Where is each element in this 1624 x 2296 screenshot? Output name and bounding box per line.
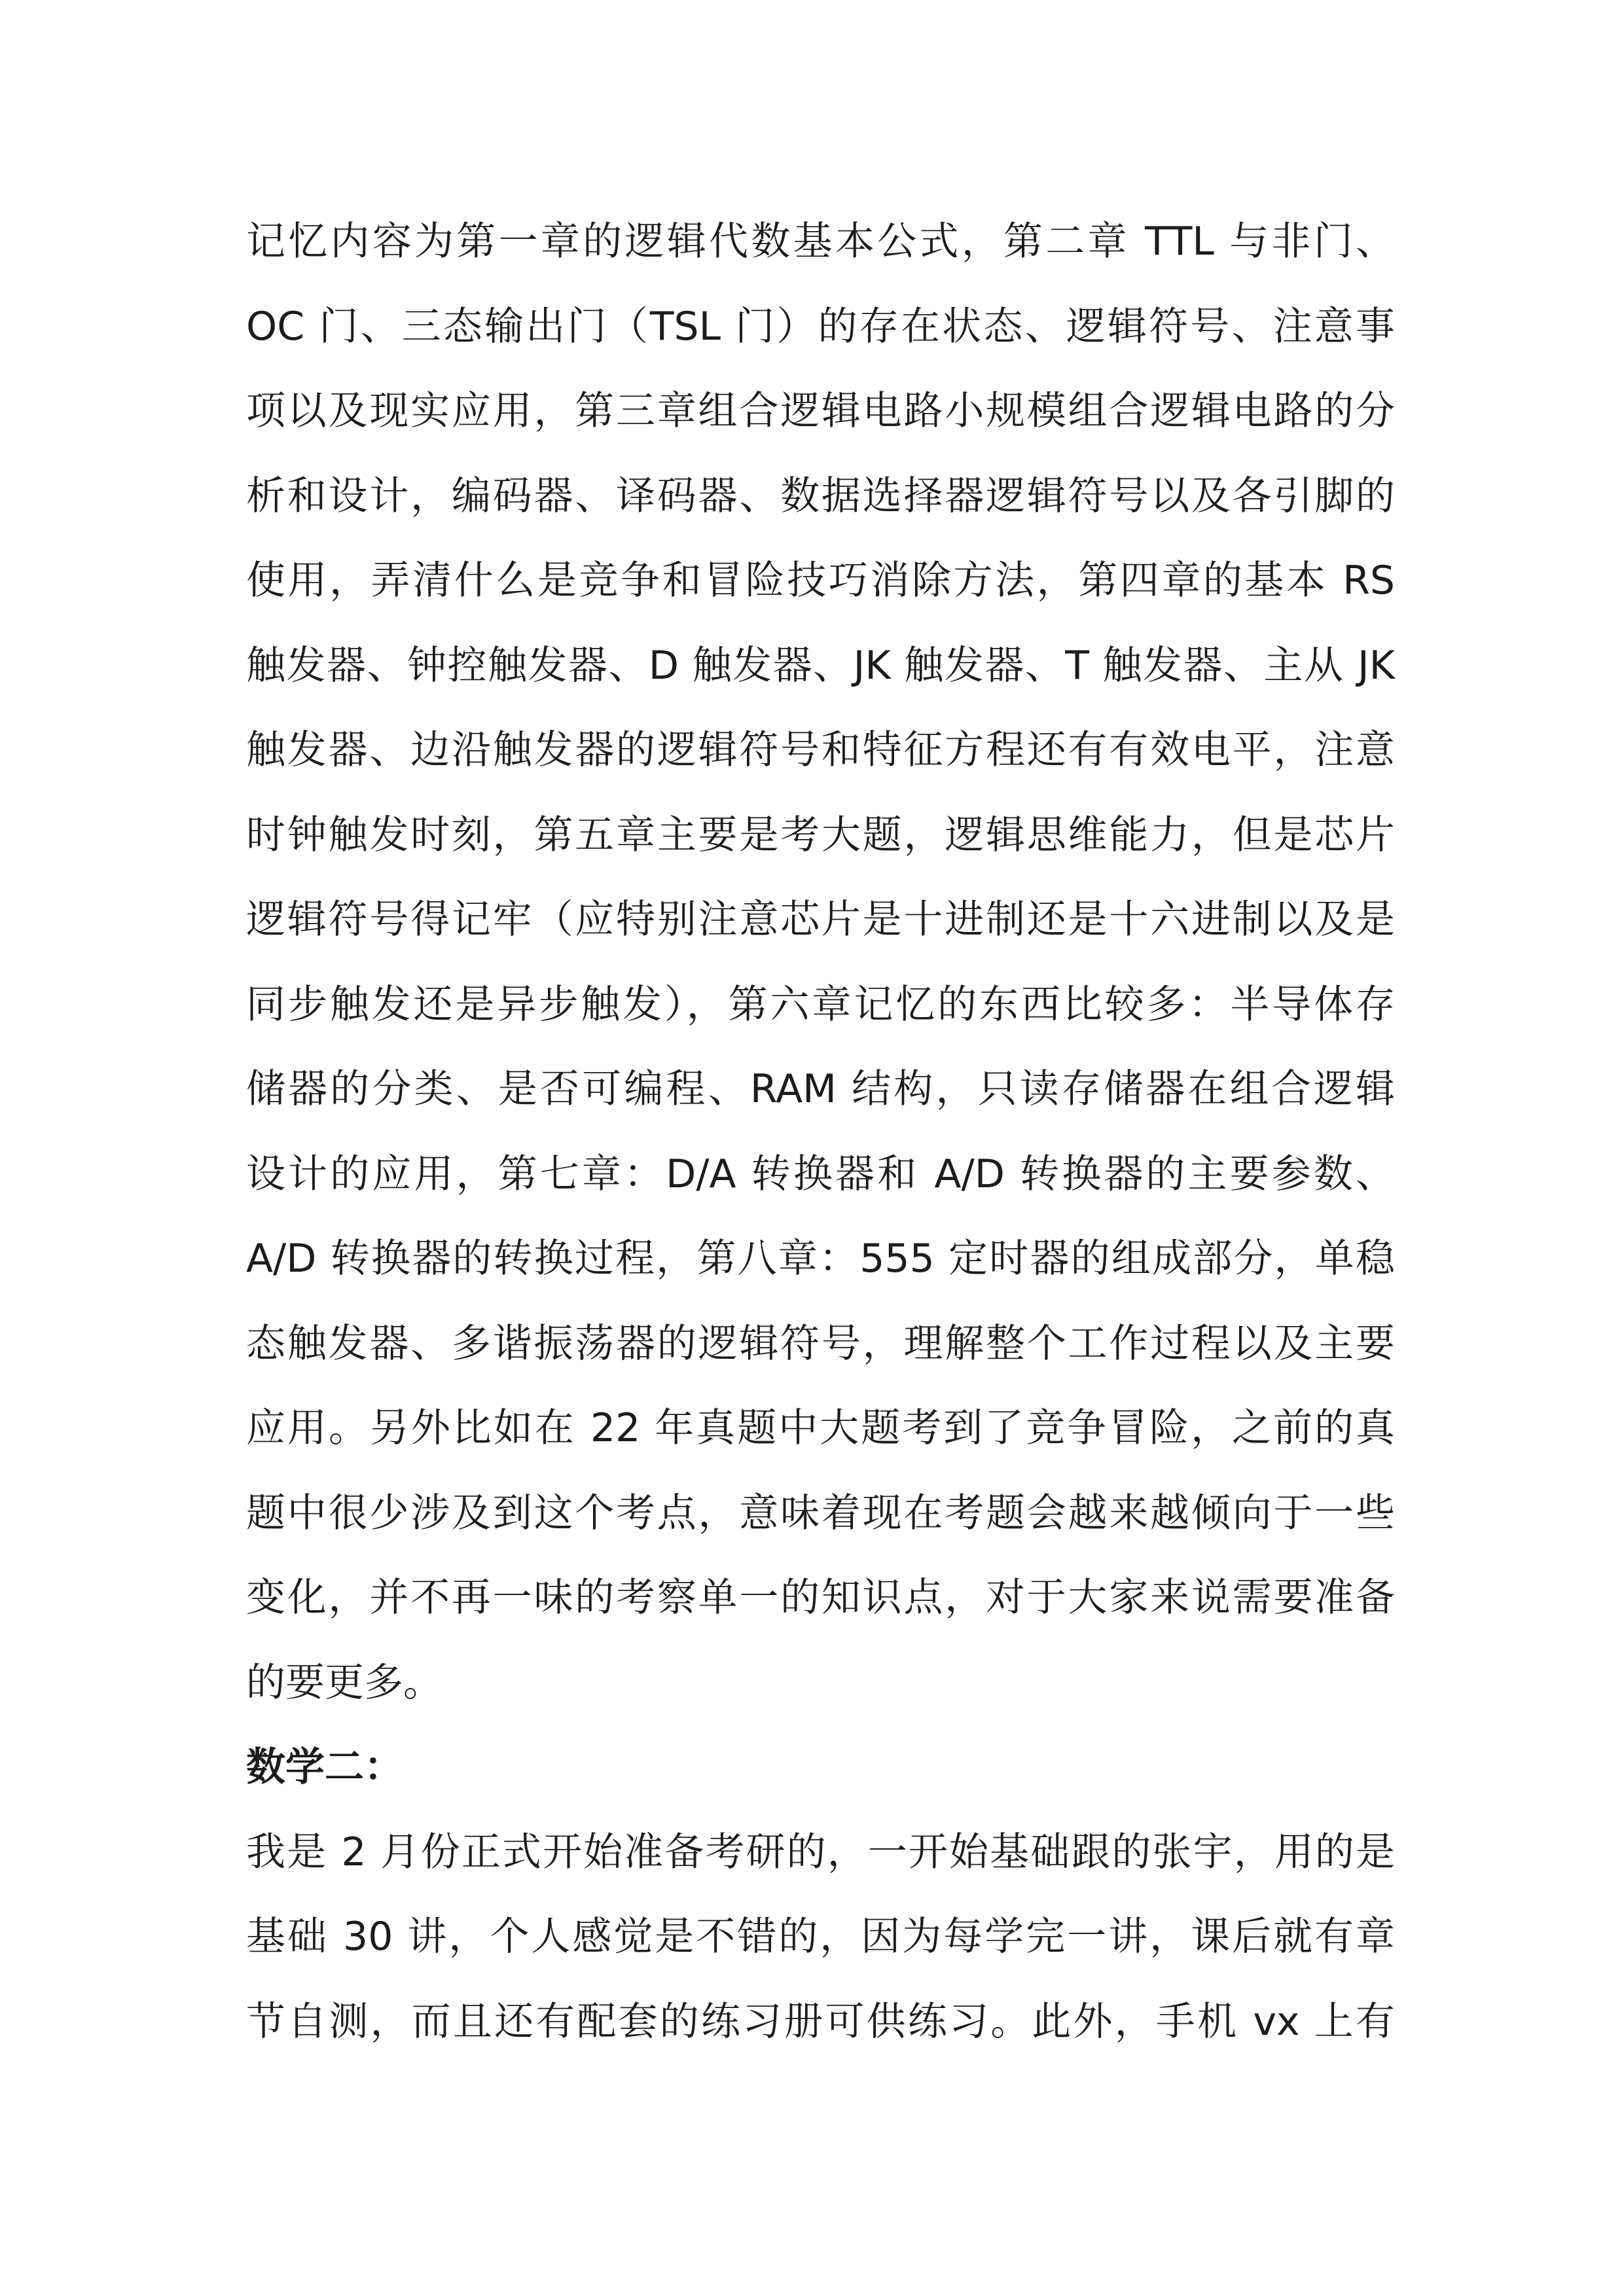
- paragraph-line: 析和设计，编码器、译码器、数据选择器逻辑符号以及各引脚的: [246, 473, 1395, 519]
- paragraph-line: 触发器、钟控触发器、D 触发器、JK 触发器、T 触发器、主从 JK: [246, 642, 1395, 689]
- paragraph-line: 题中很少涉及到这个考点，意味着现在考题会越来越倾向于一些: [246, 1490, 1395, 1536]
- paragraph-line: 记忆内容为第一章的逻辑代数基本公式，第二章 TTL 与非门、: [246, 219, 1395, 264]
- paragraph-line: 态触发器、多谐振荡器的逻辑符号，理解整个工作过程以及主要: [246, 1320, 1395, 1367]
- paragraph-line: 我是 2 月份正式开始准备考研的，一开始基础跟的张宇，用的是: [246, 1829, 1395, 1875]
- paragraph-line: 基础 30 讲，个人感觉是不错的，因为每学完一讲，课后就有章: [246, 1914, 1395, 1960]
- section-heading: 数学二：: [246, 1744, 403, 1790]
- paragraph-line: 节自测，而且还有配套的练习册可供练习。此外，手机 vx 上有: [246, 1998, 1395, 2045]
- paragraph-line: A/D 转换器的转换过程，第八章：555 定时器的组成部分，单稳: [246, 1236, 1395, 1282]
- paragraph-line: 应用。另外比如在 22 年真题中大题考到了竞争冒险，之前的真: [246, 1405, 1395, 1451]
- paragraph-line: 的要更多。: [246, 1659, 442, 1706]
- paragraph-line: 时钟触发时刻，第五章主要是考大题，逻辑思维能力，但是芯片: [246, 812, 1395, 858]
- paragraph-line: 使用，弄清什么是竞争和冒险技巧消除方法，第四章的基本 RS: [246, 558, 1395, 603]
- body-text: [246, 200, 1395, 2064]
- paragraph-line: 设计的应用，第七章：D/A 转换器和 A/D 转换器的主要参数、: [246, 1151, 1395, 1197]
- paragraph-line: OC 门、三态输出门（TSL 门）的存在状态、逻辑符号、注意事: [246, 303, 1395, 350]
- paragraph-line: 逻辑符号得记牢（应特别注意芯片是十进制还是十六进制以及是: [246, 897, 1395, 942]
- paragraph-line: 变化，并不再一味的考察单一的知识点，对于大家来说需要准备: [246, 1575, 1395, 1621]
- paragraph-line: 储器的分类、是否可编程、RAM 结构，只读存储器在组合逻辑: [246, 1066, 1395, 1112]
- paragraph-line: 项以及现实应用，第三章组合逻辑电路小规模组合逻辑电路的分: [246, 388, 1395, 434]
- paragraph-line: 触发器、边沿触发器的逻辑符号和特征方程还有有效电平，注意: [246, 727, 1395, 773]
- paragraph-line: 同步触发还是异步触发），第六章记忆的东西比较多：半导体存: [246, 981, 1395, 1028]
